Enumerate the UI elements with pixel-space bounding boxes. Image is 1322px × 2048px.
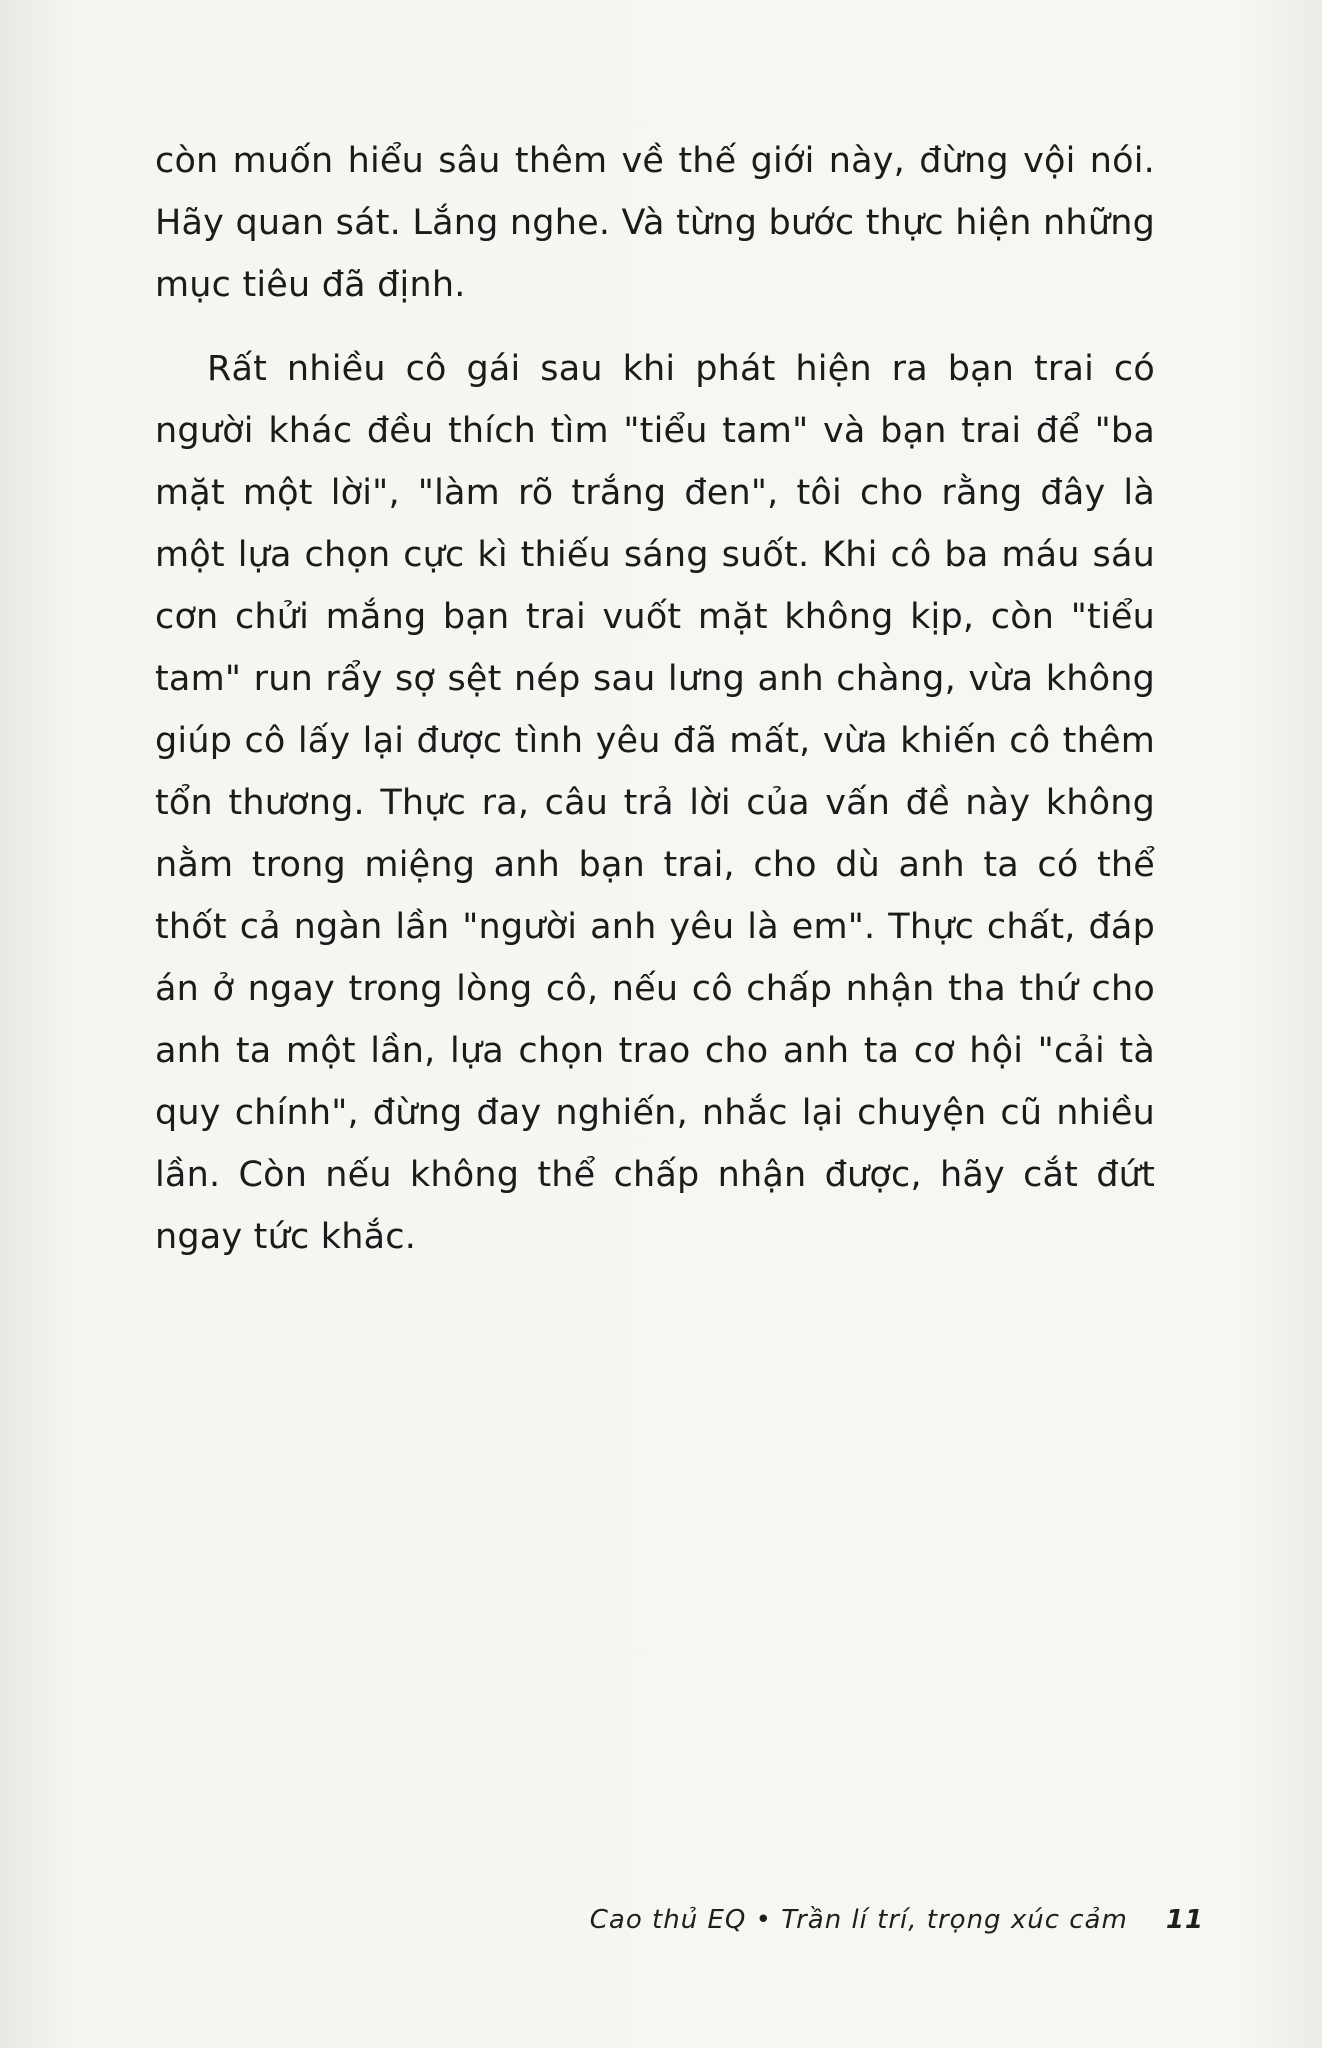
- page-footer: [590, 1905, 1204, 1945]
- running-title: Cao thủ EQ • Trần lí trí, trọng xúc cảm: [589, 1905, 1128, 1935]
- paragraph-2: Rất nhiều cô gái sau khi phát hiện ra bạn trai có người khác đều thích tìm "tiểu tam" và bạn trai để "ba mặt một lời", "làm rõ trắng đen", tôi cho rằng đây là một lựa chọn cực kì thiếu sáng suốt. Khi cô ba máu sáu cơn chửi mắng bạn trai vuốt mặt không kịp, còn "tiểu tam" run rẩy sợ sệt nép sau lưng anh chàng, vừa không giúp cô lấy lại được tình yêu đã mất, vừa khiến cô thêm tổn thương. Thực ra, câu trả lời của vấn đề này không nằm trong miệng anh bạn trai, cho dù anh ta có thể thốt cả ngàn lần "người anh yêu là em". Thực chất, đáp án ở ngay trong lòng cô, nếu cô chấp nhận tha thứ cho anh ta một lần, lựa chọn trao cho anh ta cơ hội "cải tà quy chính", đừng đay nghiến, nhắc lại chuyện cũ nhiều lần. Còn nếu không thể chấp nhận được, hãy cắt đứt ngay tức khắc.: [155, 349, 1155, 1257]
- body-text: [155, 130, 1155, 1268]
- paragraph-1: còn muốn hiểu sâu thêm về thế giới này, đừng vội nói. Hãy quan sát. Lắng nghe. Và từng bước thực hiện những mục tiêu đã định.: [155, 141, 1155, 305]
- page-number: 11: [1165, 1905, 1204, 1935]
